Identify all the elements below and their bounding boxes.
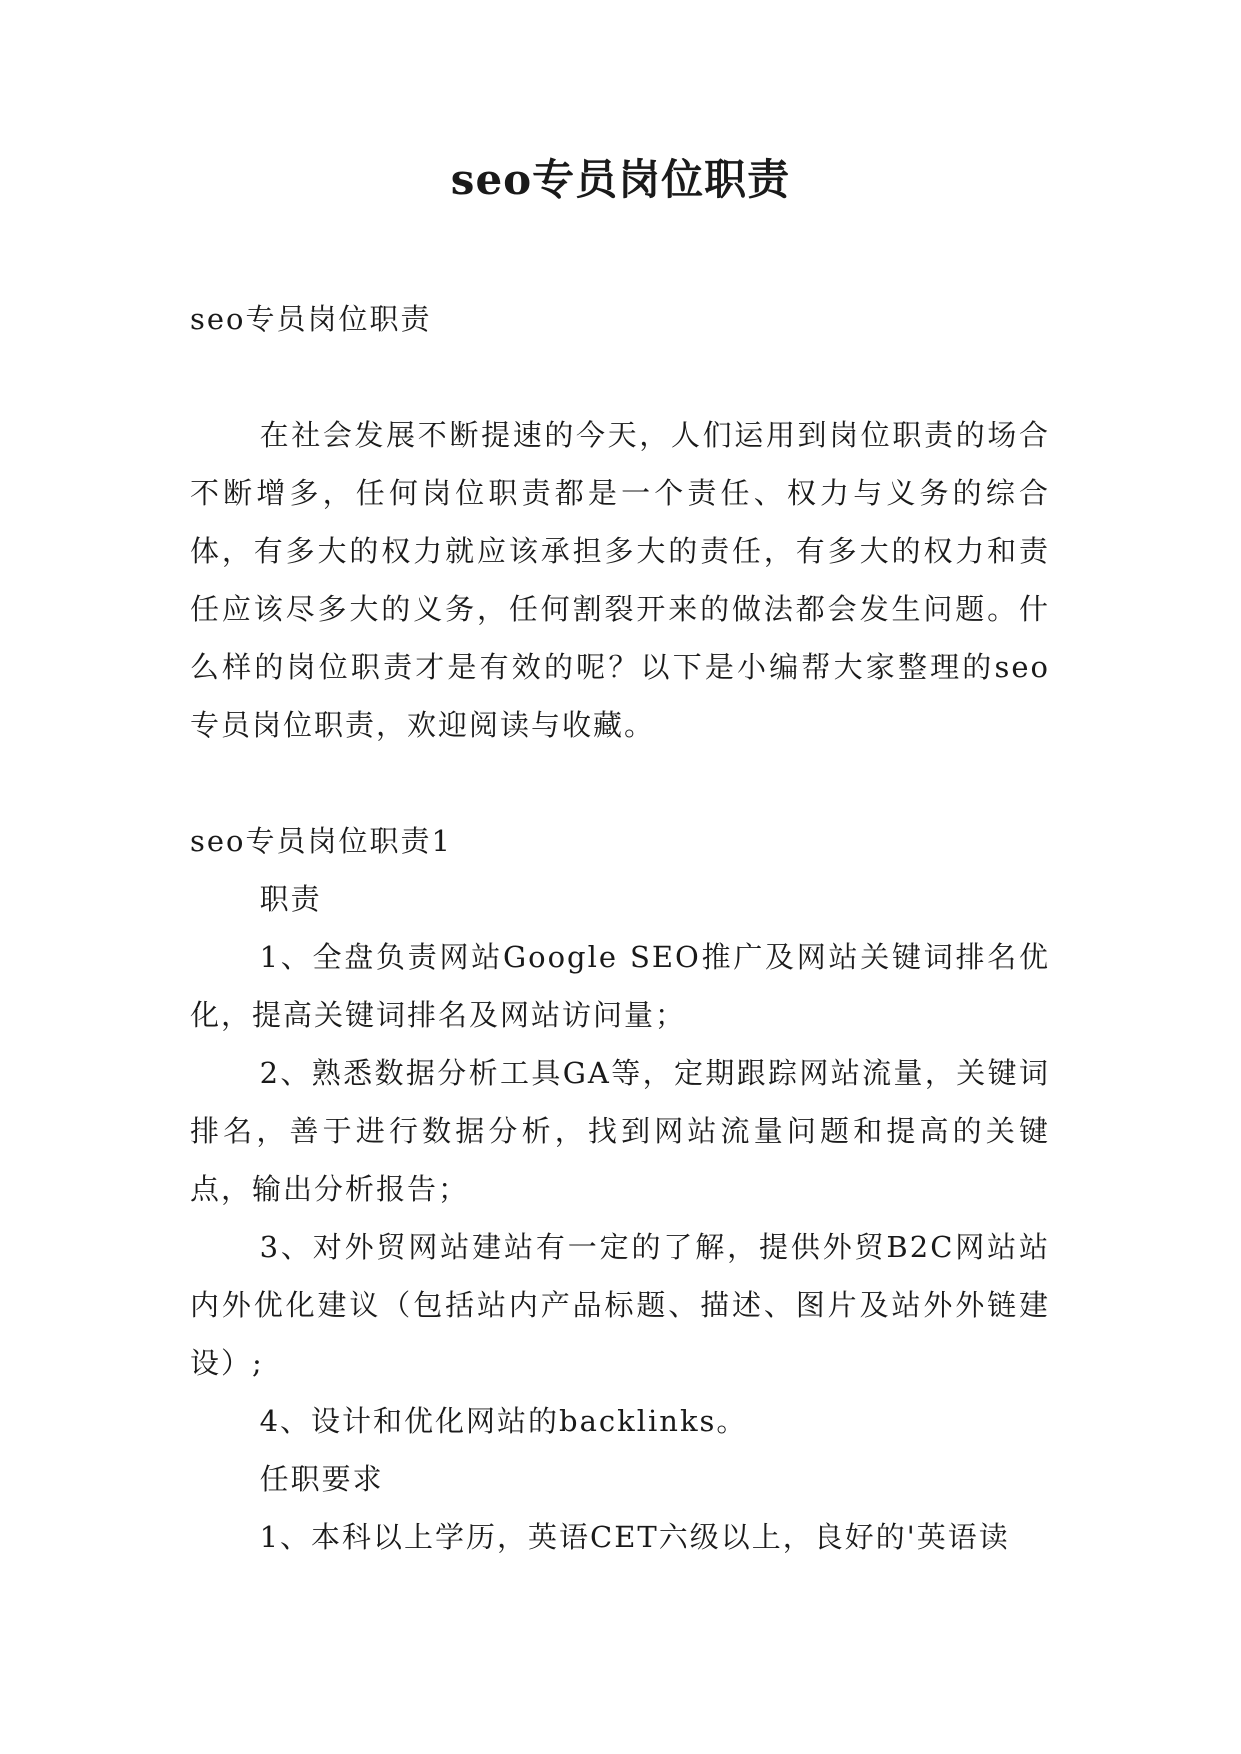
requirements-heading: 任职要求	[259, 1462, 384, 1496]
document-subtitle: seo专员岗位职责	[190, 302, 432, 336]
duty-item-2: 2、熟悉数据分析工具GA等，定期跟踪网站流量，关键词排名，善于进行数据分析，找到网站流量问题和提高的关键点，输出分析报告；	[190, 1056, 1050, 1206]
requirement-item-1: 1、本科以上学历，英语CET六级以上，良好的'英语读	[259, 1520, 1010, 1554]
duty-item-1: 1、全盘负责网站Google SEO推广及网站关键词排名优化，提高关键词排名及网站访问量；	[190, 940, 1050, 1032]
section-heading: seo专员岗位职责1	[190, 824, 452, 858]
document-body	[190, 290, 1050, 1566]
document-title: seo专员岗位职责	[450, 155, 791, 204]
duty-item-3: 3、对外贸网站建站有一定的了解，提供外贸B2C网站站内外优化建议（包括站内产品标题、描述、图片及站外外链建设）;	[190, 1230, 1050, 1380]
duty-item-4: 4、设计和优化网站的backlinks。	[259, 1404, 748, 1438]
intro-paragraph: 在社会发展不断提速的今天，人们运用到岗位职责的场合不断增多，任何岗位职责都是一个责任、权力与义务的综合体，有多大的权力就应该承担多大的责任，有多大的权力和责任应该尽多大的义务，任何割裂开来的做法都会发生问题。什么样的岗位职责才是有效的呢？以下是小编帮大家整理的seo专员岗位职责，欢迎阅读与收藏。	[190, 418, 1050, 742]
duties-heading: 职责	[259, 882, 322, 916]
